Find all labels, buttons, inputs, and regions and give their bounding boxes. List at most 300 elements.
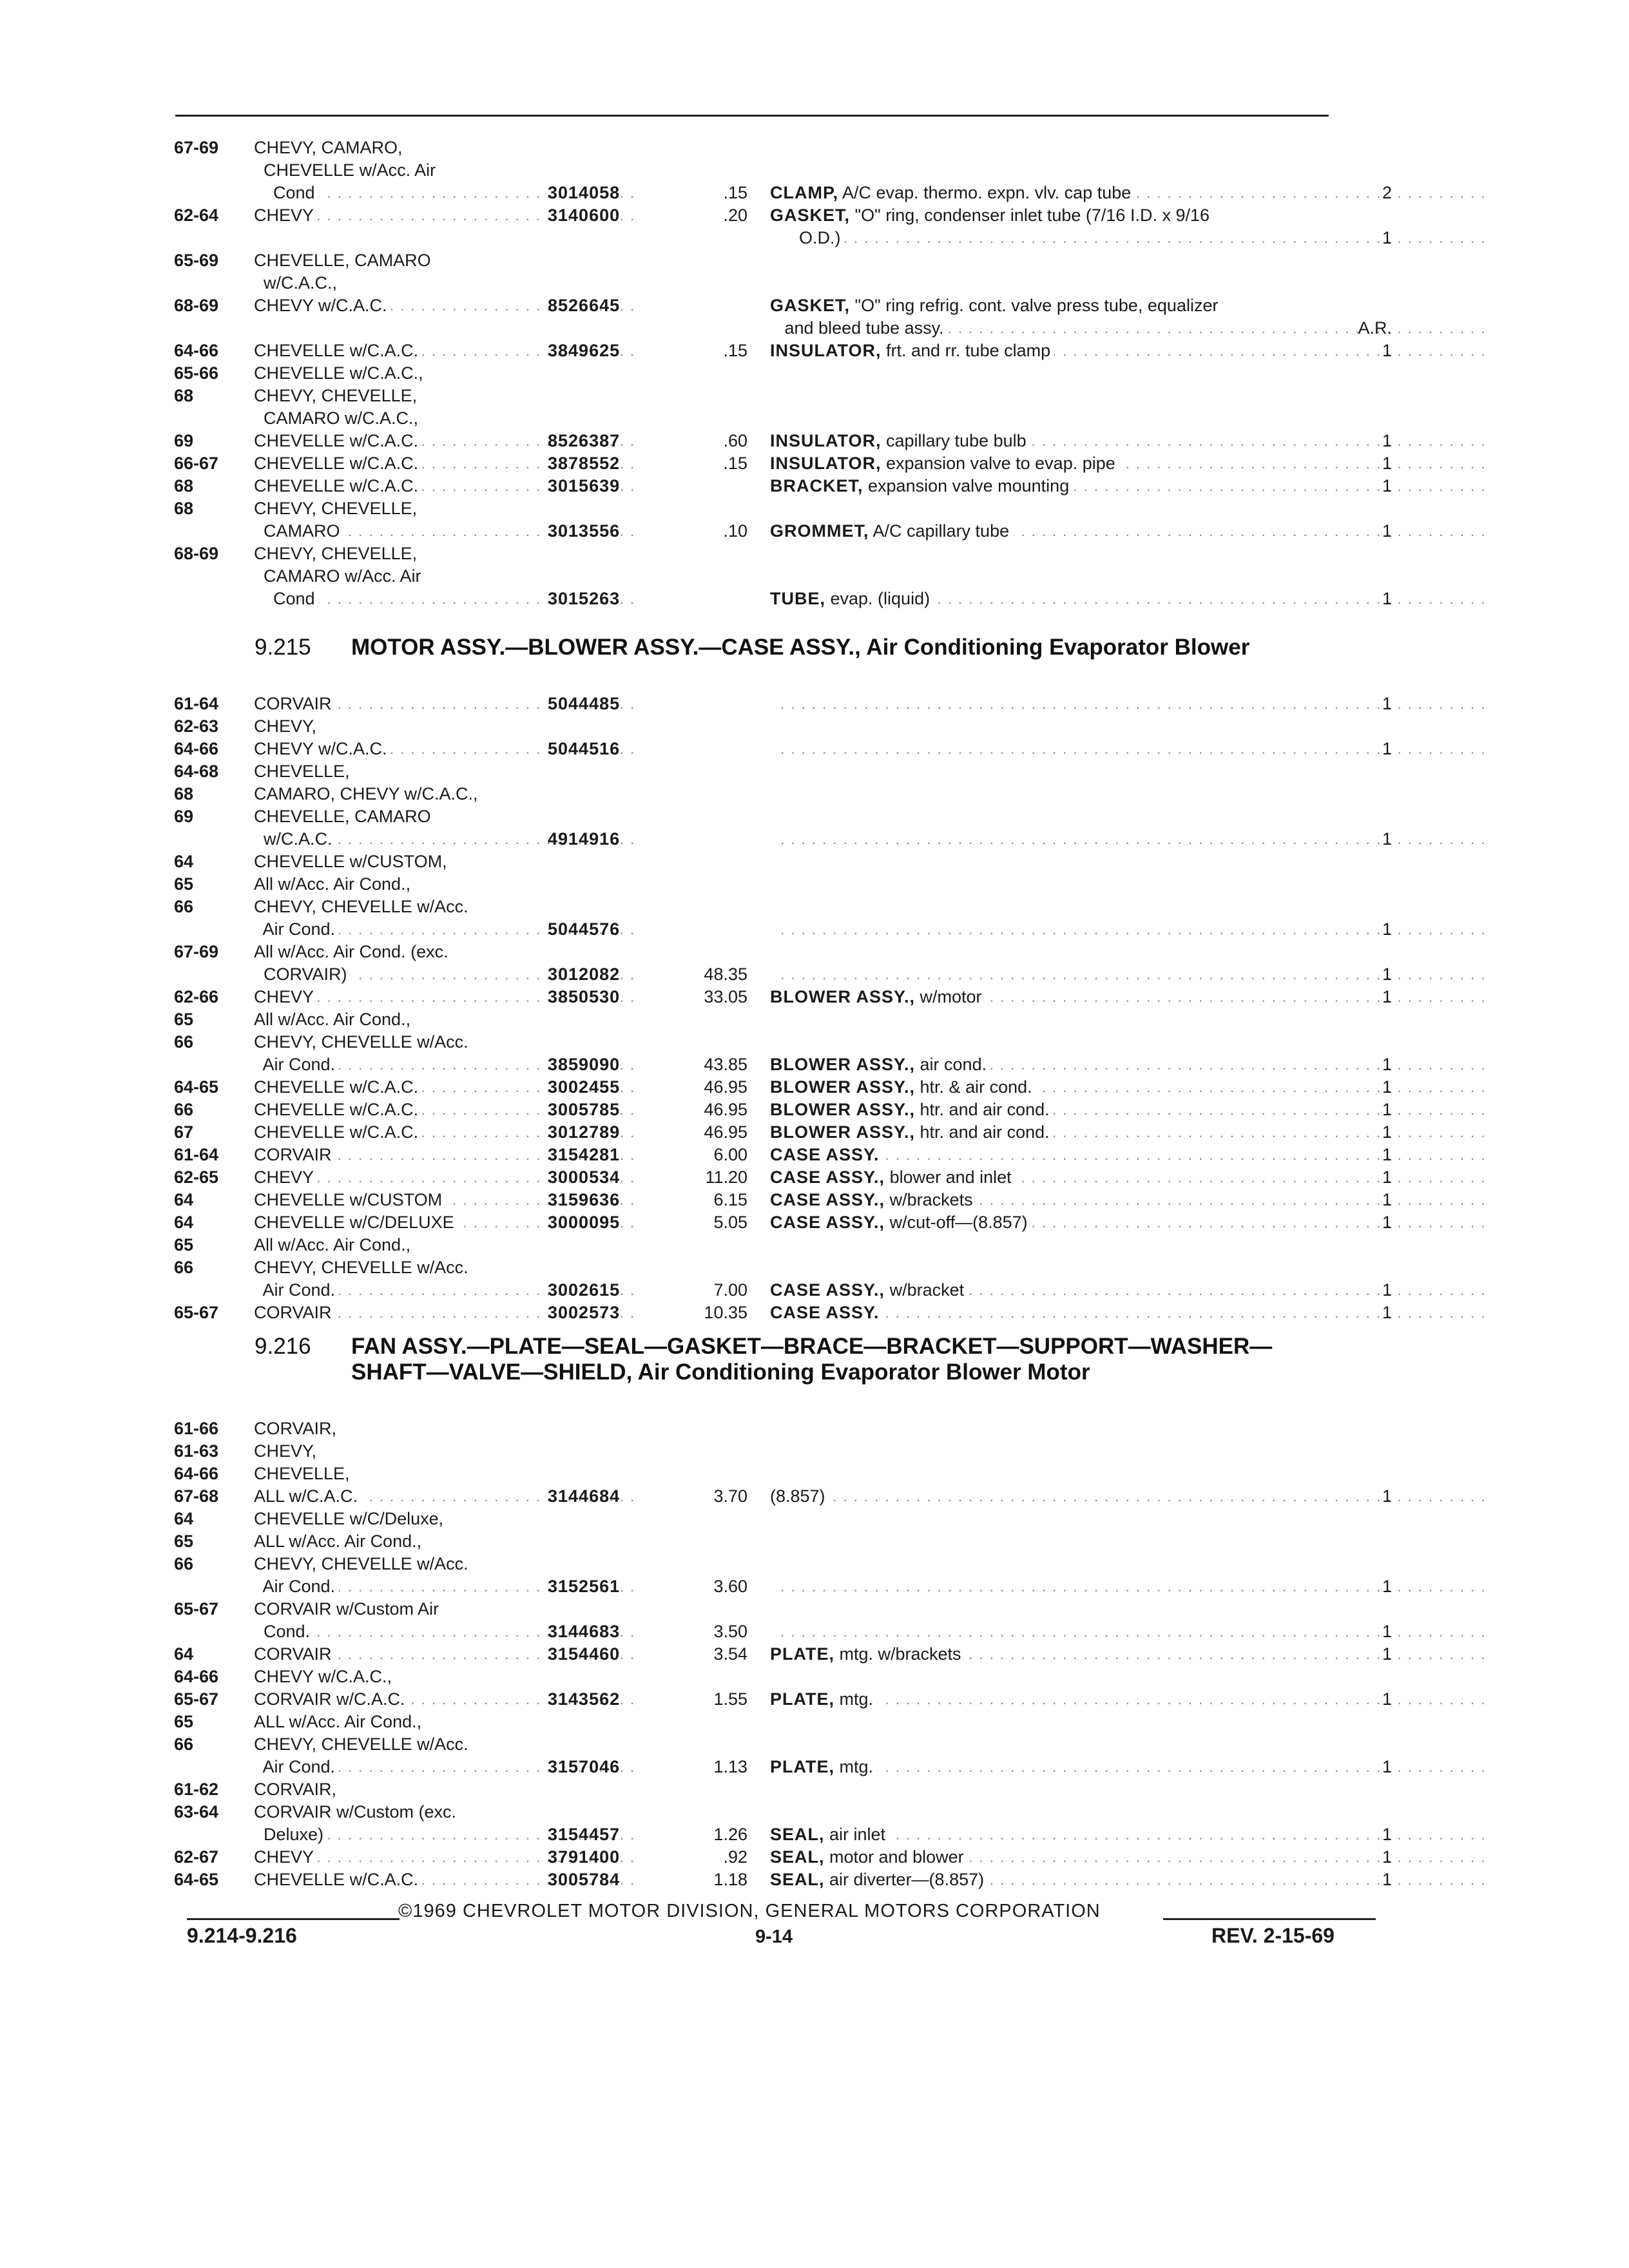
part-description-text: [770, 521, 1013, 541]
list-price: .10: [723, 521, 747, 541]
vehicle-model-text: CORVAIR,: [254, 1780, 340, 1799]
vehicle-model-text: CHEVELLE w/C.A.C.: [254, 341, 422, 360]
list-price: 33.05: [704, 987, 747, 1006]
part-description-text: [770, 987, 986, 1006]
list-price: 6.00: [713, 1145, 747, 1164]
vehicle-model-text: CHEVY,: [254, 1441, 320, 1461]
vehicle-model-text: CHEVELLE w/CUSTOM: [254, 1190, 446, 1209]
quantity: 1: [1382, 589, 1392, 608]
part-description-text: [770, 1870, 988, 1889]
part-description: [770, 1121, 1511, 1144]
part-number: 3014058: [548, 183, 621, 202]
vehicle-model-text: CHEVY, CHEVELLE,: [254, 499, 421, 518]
vehicle-model-text: CHEVY, CHEVELLE w/Acc.: [254, 1258, 472, 1277]
model-year: 62-63: [174, 716, 219, 736]
part-name: CASE ASSY.,: [770, 1213, 885, 1232]
part-description-text: [770, 829, 774, 849]
quantity: 1: [1382, 521, 1392, 541]
part-description-text: [770, 739, 774, 758]
list-price: 11.20: [705, 1168, 747, 1187]
quantity: 1: [1382, 1280, 1392, 1300]
model-year: 68-69: [174, 544, 219, 563]
part-description-text: [770, 1486, 829, 1506]
part-description-text: [770, 897, 774, 916]
part-detail: air diverter—(8.857): [824, 1870, 985, 1889]
part-description-text: [770, 1757, 877, 1776]
part-description: [770, 452, 1511, 475]
vehicle-model-text: CHEVY, CHEVELLE,: [254, 544, 421, 563]
model-year: 66: [174, 1735, 194, 1754]
model-year: 65: [174, 1712, 194, 1731]
part-description-text: [770, 1235, 774, 1254]
vehicle-model: [254, 272, 634, 294]
vehicle-model-text: Deluxe): [254, 1825, 327, 1844]
vehicle-model-text: CHEVELLE w/C.A.C.: [254, 431, 422, 450]
vehicle-model: [254, 760, 634, 783]
part-description: [770, 1440, 1511, 1463]
part-description: [770, 1801, 1511, 1823]
vehicle-model: [254, 1463, 634, 1485]
part-description: [770, 475, 1511, 497]
model-year: 66: [174, 1100, 194, 1119]
vehicle-model-text: CHEVY w/C.A.C.: [254, 739, 391, 758]
part-description-text: [770, 1599, 774, 1619]
part-number: 3013556: [548, 521, 621, 541]
vehicle-model-text: Cond.: [254, 1622, 314, 1641]
part-detail: w/motor: [915, 987, 982, 1006]
part-name: CASE ASSY.,: [770, 1190, 885, 1209]
part-description: [770, 828, 1511, 850]
part-description: [770, 986, 1511, 1008]
part-name: GASKET,: [770, 206, 851, 225]
model-year: 65-67: [174, 1689, 219, 1709]
part-description: [770, 896, 1511, 918]
vehicle-model-text: CORVAIR: [254, 1644, 336, 1664]
part-description: [770, 1234, 1511, 1256]
part-name: PLATE,: [770, 1689, 834, 1709]
part-name: GROMMET,: [770, 521, 869, 541]
part-description: [770, 1099, 1511, 1121]
part-description: [770, 1823, 1511, 1846]
vehicle-model: [254, 1598, 634, 1620]
vehicle-model-text: CHEVY, CHEVELLE w/Acc.: [254, 1735, 472, 1754]
part-description-text: [770, 1190, 977, 1209]
part-description-text: [770, 807, 774, 826]
part-number: 3154457: [548, 1825, 621, 1844]
vehicle-model-text: CAMARO: [254, 521, 344, 541]
part-detail: expansion valve to evap. pipe: [881, 454, 1115, 473]
vehicle-model-text: CORVAIR w/Custom Air: [254, 1599, 443, 1619]
part-description: [770, 1711, 1511, 1733]
part-name: INSULATOR,: [770, 454, 882, 473]
vehicle-model-text: CHEVY: [254, 206, 318, 225]
quantity: 1: [1382, 1190, 1392, 1209]
model-year: 62-66: [174, 987, 219, 1006]
part-description: [770, 1211, 1511, 1234]
list-price: 1.55: [713, 1689, 747, 1709]
part-number: 3000095: [548, 1213, 621, 1232]
top-rule: [175, 115, 1329, 117]
part-number: 3143562: [548, 1689, 621, 1709]
quantity: 1: [1382, 1145, 1392, 1164]
quantity: 1: [1382, 694, 1392, 713]
section-heading: FAN ASSY.—PLATE—SEAL—GASKET—BRACE—BRACKET—SUPPORT—WASHER—SHAFT—VALVE—SHIELD, Air Conditioning Evaporator Blower Motor: [351, 1334, 1273, 1385]
quantity: 1: [1382, 1689, 1392, 1709]
part-description-text: [770, 341, 1054, 360]
list-price: 3.70: [713, 1486, 747, 1506]
part-description: [770, 693, 1511, 715]
part-description-text: [770, 1509, 774, 1528]
part-description-text: [770, 499, 774, 518]
part-name: BLOWER ASSY.,: [770, 1055, 916, 1074]
section-heading: MOTOR ASSY.—BLOWER ASSY.—CASE ASSY., Air Conditioning Evaporator Blower: [351, 635, 1250, 660]
part-description-text: [770, 942, 774, 961]
part-number: 3000534: [548, 1168, 621, 1187]
model-year: 67-68: [174, 1486, 219, 1506]
part-description-text: [770, 1258, 774, 1277]
vehicle-model-text: CHEVELLE w/C.A.C.: [254, 1870, 422, 1889]
part-name: GASKET,: [770, 296, 851, 315]
part-description-text: [770, 160, 774, 180]
quantity: 1: [1382, 1577, 1392, 1596]
model-year: 66: [174, 1258, 194, 1277]
vehicle-model-text: All w/Acc. Air Cond.,: [254, 1010, 414, 1029]
model-year: 64: [174, 1509, 194, 1528]
vehicle-model-text: CHEVY: [254, 1847, 318, 1867]
vehicle-model-text: All w/Acc. Air Cond.,: [254, 1235, 414, 1254]
part-description-text: [770, 852, 774, 871]
part-name: TUBE,: [770, 589, 825, 608]
part-detail: "O" ring refrig. cont. valve press tube, equalizer: [850, 296, 1219, 315]
vehicle-model-text: CHEVELLE w/C.A.C.: [254, 1077, 422, 1097]
part-number: 3012789: [548, 1122, 621, 1142]
part-description-text: [770, 1712, 774, 1731]
list-price: 1.26: [713, 1825, 747, 1844]
quantity: 1: [1382, 1077, 1392, 1097]
vehicle-model-text: CAMARO, CHEVY w/C.A.C.,: [254, 784, 482, 803]
model-year: 68-69: [174, 296, 219, 315]
model-year: 65: [174, 1010, 194, 1029]
model-year: 61-63: [174, 1441, 219, 1461]
part-detail: A/C capillary tube: [869, 521, 1010, 541]
model-year: 66: [174, 897, 194, 916]
vehicle-model: [254, 565, 634, 588]
footer-rule-right: [1163, 1918, 1376, 1920]
part-detail: air cond.: [915, 1055, 987, 1074]
vehicle-model-text: CHEVELLE w/CUSTOM,: [254, 852, 451, 871]
model-year: 68: [174, 499, 194, 518]
part-number: 3002455: [548, 1077, 621, 1097]
part-description: [770, 182, 1511, 204]
part-description: [770, 1008, 1511, 1031]
part-description-text: [770, 1145, 883, 1164]
model-year: 65: [174, 1235, 194, 1254]
part-description-text: [770, 273, 774, 293]
vehicle-model: [254, 137, 634, 159]
part-description-text: [770, 1168, 1016, 1187]
part-number: 3159636: [548, 1190, 621, 1209]
part-number: 3154460: [548, 1644, 621, 1664]
part-description-text: [770, 476, 1073, 495]
part-name: INSULATOR,: [770, 431, 882, 450]
part-name: CASE ASSY.,: [770, 1280, 885, 1300]
vehicle-model-text: ALL w/Acc. Air Cond.,: [254, 1532, 425, 1551]
vehicle-model: [254, 385, 634, 407]
list-price: .92: [723, 1847, 747, 1867]
quantity: 1: [1382, 1213, 1392, 1232]
part-description-text: [770, 1780, 774, 1799]
part-description: [770, 317, 1511, 340]
part-description: [770, 963, 1511, 986]
model-year: 62-65: [174, 1168, 219, 1187]
quantity: 1: [1382, 1644, 1392, 1664]
part-description: [770, 1189, 1511, 1211]
quantity: 1: [1382, 829, 1392, 849]
vehicle-model-text: All w/Acc. Air Cond. (exc.: [254, 942, 452, 961]
vehicle-model: [254, 159, 634, 182]
part-description: [770, 159, 1511, 182]
vehicle-model-text: CHEVY,: [254, 716, 320, 736]
vehicle-model: [254, 850, 634, 873]
part-number: 3005785: [548, 1100, 621, 1119]
vehicle-model-text: CHEVY, CAMARO,: [254, 138, 407, 157]
vehicle-model: [254, 1440, 634, 1463]
vehicle-model-text: CHEVELLE w/C.A.C.,: [254, 363, 427, 383]
part-description: [770, 1530, 1511, 1553]
vehicle-model: [254, 1553, 634, 1575]
model-year: 67-69: [174, 942, 219, 961]
part-number: 8526645: [548, 296, 621, 315]
model-year: 62-64: [174, 206, 219, 225]
part-number: 3878552: [548, 454, 621, 473]
part-number: 3154281: [548, 1145, 621, 1164]
part-description: [770, 1598, 1511, 1620]
part-name: BRACKET,: [770, 476, 863, 495]
vehicle-model-text: CORVAIR,: [254, 1419, 340, 1438]
part-description: [770, 272, 1511, 294]
part-description: [770, 430, 1511, 452]
list-price: 1.18: [713, 1870, 747, 1889]
part-detail: w/cut-off—(8.857): [885, 1213, 1028, 1232]
part-description: [770, 1508, 1511, 1530]
part-description: [770, 1279, 1511, 1302]
model-year: 64-66: [174, 1667, 219, 1686]
vehicle-model-text: w/C.A.C.,: [254, 273, 341, 293]
model-year: 66-67: [174, 454, 219, 473]
part-description-text: [770, 1689, 877, 1709]
vehicle-model-text: CHEVELLE w/C.A.C.: [254, 1100, 422, 1119]
part-number: 5044485: [548, 694, 621, 713]
quantity: 1: [1382, 739, 1392, 758]
vehicle-model-text: CHEVY w/C.A.C.,: [254, 1667, 396, 1686]
vehicle-model-text: CORVAIR w/C.A.C.: [254, 1689, 409, 1709]
part-name: BLOWER ASSY.,: [770, 1122, 916, 1142]
part-description-text: [770, 1464, 774, 1483]
part-description: [770, 1553, 1511, 1575]
part-detail: htr. & air cond.: [915, 1077, 1032, 1097]
part-description: [770, 1256, 1511, 1279]
part-description-text: [770, 1667, 774, 1686]
part-description-text: [770, 1303, 883, 1322]
model-year: 66: [174, 1032, 194, 1052]
part-description: [770, 783, 1511, 805]
list-price: 7.00: [713, 1280, 747, 1300]
vehicle-model: [254, 1530, 634, 1553]
part-description-text: [770, 138, 774, 157]
part-detail: w/brackets: [885, 1190, 973, 1209]
model-year: 64-65: [174, 1870, 219, 1889]
part-description-text: [770, 228, 845, 247]
list-price: 46.95: [704, 1100, 747, 1119]
list-price: 3.60: [713, 1577, 747, 1596]
model-year: 69: [174, 431, 194, 450]
vehicle-model: [254, 1008, 634, 1031]
part-number: 3144683: [548, 1622, 621, 1641]
part-description: [770, 1418, 1511, 1440]
part-detail: air inlet: [824, 1825, 886, 1844]
part-description: [770, 362, 1511, 385]
part-detail: frt. and rr. tube clamp: [881, 341, 1051, 360]
part-description: [770, 1485, 1511, 1508]
part-description-text: [770, 1419, 774, 1438]
part-detail: motor and blower: [824, 1847, 964, 1867]
part-number: 3849625: [548, 341, 621, 360]
vehicle-model: [254, 407, 634, 430]
model-year: 65-67: [174, 1599, 219, 1619]
part-description-text: [770, 1077, 1036, 1097]
part-description-text: [770, 454, 1119, 473]
model-year: 67-69: [174, 138, 219, 157]
vehicle-model-text: CAMARO w/Acc. Air: [254, 566, 425, 586]
model-year: 64-65: [174, 1077, 219, 1097]
part-name: PLATE,: [770, 1644, 834, 1664]
model-year: 65-67: [174, 1303, 219, 1322]
part-description: [770, 941, 1511, 963]
part-number: 3002573: [548, 1303, 621, 1322]
part-description-text: [770, 1532, 774, 1551]
quantity: 1: [1382, 1100, 1392, 1119]
quantity: 1: [1382, 965, 1392, 984]
model-year: 63-64: [174, 1802, 219, 1821]
part-description-text: [770, 1644, 965, 1664]
model-year: 61-64: [174, 694, 219, 713]
vehicle-model: [254, 1418, 634, 1440]
part-description: [770, 715, 1511, 738]
list-price: 1.13: [713, 1757, 747, 1776]
part-description: [770, 565, 1511, 588]
part-name: CASE ASSY.: [770, 1303, 880, 1322]
part-description-text: [770, 1825, 889, 1844]
model-year: 65-69: [174, 251, 219, 270]
part-number: 4914916: [548, 829, 621, 849]
vehicle-model: [254, 896, 634, 918]
quantity: 1: [1382, 476, 1392, 495]
part-number: 8526387: [548, 431, 621, 450]
part-description-text: [770, 251, 774, 270]
vehicle-model-text: CHEVY, CHEVELLE,: [254, 386, 421, 405]
model-year: 64: [174, 852, 194, 871]
quantity: A.R.: [1358, 318, 1392, 338]
vehicle-model: [254, 317, 634, 340]
part-description: [770, 497, 1511, 520]
part-description: [770, 1031, 1511, 1053]
part-description-text: [770, 589, 934, 608]
part-name: BLOWER ASSY.,: [770, 1077, 916, 1097]
part-description-text: [770, 183, 1135, 202]
list-price: .60: [723, 431, 747, 450]
revision-date: REV. 2-15-69: [1211, 1924, 1335, 1947]
part-description: [770, 294, 1511, 317]
model-year: 61-64: [174, 1145, 219, 1164]
vehicle-model: [254, 783, 634, 805]
section-number: 9.216: [255, 1334, 311, 1359]
part-description: [770, 1575, 1511, 1598]
list-price: 5.05: [713, 1213, 747, 1232]
section-title: [255, 635, 1250, 660]
model-year: 69: [174, 807, 194, 826]
model-year: 64-66: [174, 1464, 219, 1483]
part-detail: A/C evap. thermo. expn. vlv. cap tube: [838, 183, 1132, 202]
part-description: [770, 137, 1511, 159]
part-description-text: [770, 965, 774, 984]
list-price: .20: [723, 206, 747, 225]
part-number: 3152561: [548, 1577, 621, 1596]
vehicle-model-text: w/C.A.C.: [254, 829, 336, 849]
vehicle-model-text: CAMARO w/C.A.C.,: [254, 408, 422, 428]
part-description: [770, 588, 1511, 610]
vehicle-model: [254, 1256, 634, 1279]
section-number: 9.215: [255, 635, 311, 660]
model-year: 61-62: [174, 1780, 219, 1799]
vehicle-model-text: CHEVELLE w/C/DELUXE: [254, 1213, 458, 1232]
vehicle-model-text: Cond: [254, 183, 319, 202]
part-description-text: [770, 1554, 774, 1573]
vehicle-model-text: ALL w/C.A.C.: [254, 1486, 361, 1506]
part-detail: O.D.): [770, 228, 841, 247]
vehicle-model: [254, 873, 634, 896]
part-description: [770, 1166, 1511, 1189]
part-description: [770, 738, 1511, 760]
vehicle-model-text: CHEVELLE,: [254, 1464, 354, 1483]
part-description: [770, 918, 1511, 941]
part-description-text: [770, 874, 774, 894]
part-detail: "O" ring, condenser inlet tube (7/16 I.D. x 9/16: [850, 206, 1210, 225]
part-detail: blower and inlet: [885, 1168, 1012, 1187]
model-year: 64: [174, 1644, 194, 1664]
vehicle-model: [254, 1801, 634, 1823]
part-detail: (8.857): [770, 1486, 825, 1506]
part-number: 3144684: [548, 1486, 621, 1506]
model-year: 64-66: [174, 739, 219, 758]
part-detail: htr. and air cond.: [915, 1100, 1050, 1119]
quantity: 1: [1382, 1303, 1392, 1322]
vehicle-model-text: Air Cond.: [254, 919, 339, 939]
model-year: 66: [174, 1554, 194, 1573]
part-name: PLATE,: [770, 1757, 834, 1776]
list-price: 3.50: [713, 1622, 747, 1641]
model-year: 64: [174, 1213, 194, 1232]
model-year: 64: [174, 1190, 194, 1209]
quantity: 1: [1382, 1847, 1392, 1867]
part-name: BLOWER ASSY.,: [770, 1100, 916, 1119]
vehicle-model-text: Cond: [254, 589, 319, 608]
part-description: [770, 805, 1511, 828]
model-year: 62-67: [174, 1847, 219, 1867]
vehicle-model: [254, 249, 634, 272]
part-number: 5044516: [548, 739, 621, 758]
footer-rule-left: [187, 1918, 400, 1920]
part-number: 3012082: [548, 965, 621, 984]
